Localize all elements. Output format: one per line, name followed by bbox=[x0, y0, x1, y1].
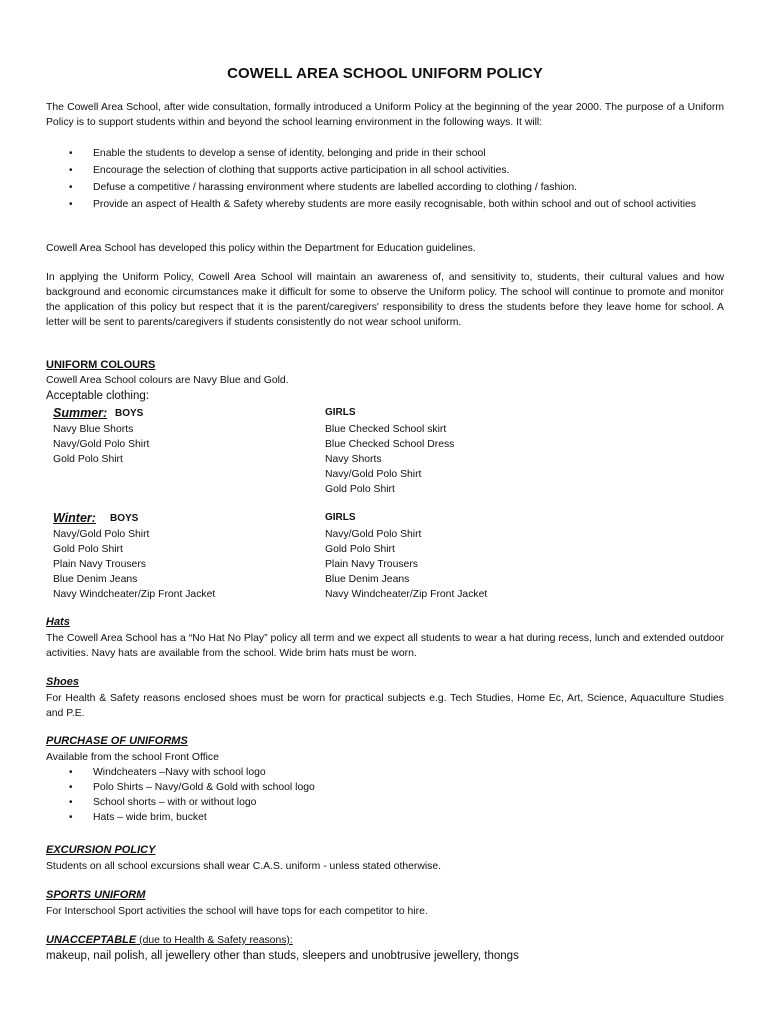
uniform-colours-heading: UNIFORM COLOURS bbox=[46, 359, 156, 371]
excursion-text: Students on all school excursions shall wear C.A.S. uniform - unless stated otherwise. bbox=[46, 861, 442, 872]
list-item: Gold Polo Shirt bbox=[325, 544, 395, 555]
summer-girls-label: GIRLS bbox=[325, 407, 356, 418]
list-item: Navy Windcheater/Zip Front Jacket bbox=[325, 589, 488, 600]
summer-girls-list bbox=[325, 422, 454, 497]
unacceptable-heading-label: UNACCEPTABLE bbox=[46, 934, 137, 946]
list-item: Navy Windcheater/Zip Front Jacket bbox=[53, 589, 216, 600]
hats-text: The Cowell Area School has a “No Hat No Play” policy all term and we expect all students to wear a hat during recess, lunch and extended outdoor activities. Navy hats are available from the school. Wide brim hats must be worn. bbox=[46, 633, 724, 659]
list-item: Blue Checked School Dress bbox=[325, 439, 455, 450]
list-item: Gold Polo Shirt bbox=[325, 484, 395, 495]
list-item: Plain Navy Trousers bbox=[325, 559, 418, 570]
list-item: • Windcheaters –Navy with school logo bbox=[46, 765, 724, 780]
winter-boys-list bbox=[53, 527, 215, 602]
sports-heading: SPORTS UNIFORM bbox=[46, 889, 146, 901]
list-item: • Polo Shirts – Navy/Gold & Gold with school logo bbox=[46, 780, 724, 795]
shoes-text: For Health & Safety reasons enclosed shoes must be worn for practical subjects e.g. Tech Studies, Home Ec, Art, Science, Aquaculture Studies and P.E. bbox=[46, 693, 724, 719]
purchase-text: Available from the school Front Office bbox=[46, 752, 219, 763]
list-item: • Provide an aspect of Health & Safety whereby students are more easily recognisable, both within school and out of school activities bbox=[46, 197, 724, 212]
list-item: Navy/Gold Polo Shirt bbox=[325, 529, 422, 540]
winter-girls-list bbox=[325, 527, 487, 602]
list-item: Plain Navy Trousers bbox=[53, 559, 146, 570]
list-item: Navy Shorts bbox=[325, 454, 382, 465]
list-item: • Encourage the selection of clothing that supports active participation in all school activities. bbox=[46, 163, 724, 178]
acceptable-clothing-label: Acceptable clothing: bbox=[46, 390, 149, 402]
unacceptable-text: makeup, nail polish, all jewellery other than studs, sleepers and unobtrusive jewellery, thongs bbox=[46, 950, 519, 962]
purchase-list bbox=[46, 765, 724, 825]
sports-text: For Interschool Sport activities the school will have tops for each competitor to hire. bbox=[46, 906, 428, 917]
purchase-heading: PURCHASE OF UNIFORMS bbox=[46, 735, 188, 747]
hats-heading: Hats bbox=[46, 616, 70, 628]
intro-paragraph: The Cowell Area School, after wide consultation, formally introduced a Uniform Policy at the beginning of the year 2000. The purpose of a Uniform Policy is to support students within and beyond the school learning environment in the following ways. It will: bbox=[46, 102, 724, 128]
list-item: • Defuse a competitive / harassing environment where students are labelled according to clothing / fashion. bbox=[46, 180, 724, 195]
page-title: COWELL AREA SCHOOL UNIFORM POLICY bbox=[227, 65, 543, 82]
list-item: Blue Denim Jeans bbox=[325, 574, 410, 585]
list-item: • Hats – wide brim, bucket bbox=[46, 810, 724, 825]
unacceptable-heading-suffix: (due to Health & Safety reasons): bbox=[136, 935, 293, 946]
list-item: Gold Polo Shirt bbox=[53, 454, 123, 465]
shoes-heading: Shoes bbox=[46, 676, 80, 688]
unacceptable-heading bbox=[46, 933, 293, 948]
intro-bullet-list bbox=[46, 146, 724, 214]
list-item: Navy Blue Shorts bbox=[53, 424, 134, 435]
summer-boys-list bbox=[53, 422, 149, 467]
list-item: Navy/Gold Polo Shirt bbox=[53, 529, 150, 540]
list-item: Navy/Gold Polo Shirt bbox=[53, 439, 150, 450]
applying-paragraph: In applying the Uniform Policy, Cowell Area School will maintain an awareness of, and sensitivity to, students, their cultural values and how background and economic circumstances make it difficult for some to observe the Uniform policy. The school will continue to promote and monitor the application of this policy but respect that it is the parent/caregivers' responsibility to dress the students before they leave home for school. A letter will be sent to parents/caregivers if students consistently do not wear school uniform. bbox=[46, 272, 724, 328]
winter-boys-label: BOYS bbox=[110, 513, 139, 524]
list-item: • Enable the students to develop a sense of identity, belonging and pride in their school bbox=[46, 146, 724, 161]
list-item: • School shorts – with or without logo bbox=[46, 795, 724, 810]
list-item: Navy/Gold Polo Shirt bbox=[325, 469, 422, 480]
winter-label: Winter: bbox=[53, 511, 96, 525]
uniform-colours-text: Cowell Area School colours are Navy Blue and Gold. bbox=[46, 375, 289, 386]
list-item: Gold Polo Shirt bbox=[53, 544, 123, 555]
summer-boys-label: BOYS bbox=[115, 408, 144, 419]
guidelines-paragraph: Cowell Area School has developed this policy within the Department for Education guidelines. bbox=[46, 243, 476, 254]
summer-label: Summer: bbox=[53, 406, 108, 420]
list-item: Blue Denim Jeans bbox=[53, 574, 138, 585]
list-item: Blue Checked School skirt bbox=[325, 424, 447, 435]
winter-girls-label: GIRLS bbox=[325, 512, 356, 523]
excursion-heading: EXCURSION POLICY bbox=[46, 844, 156, 856]
